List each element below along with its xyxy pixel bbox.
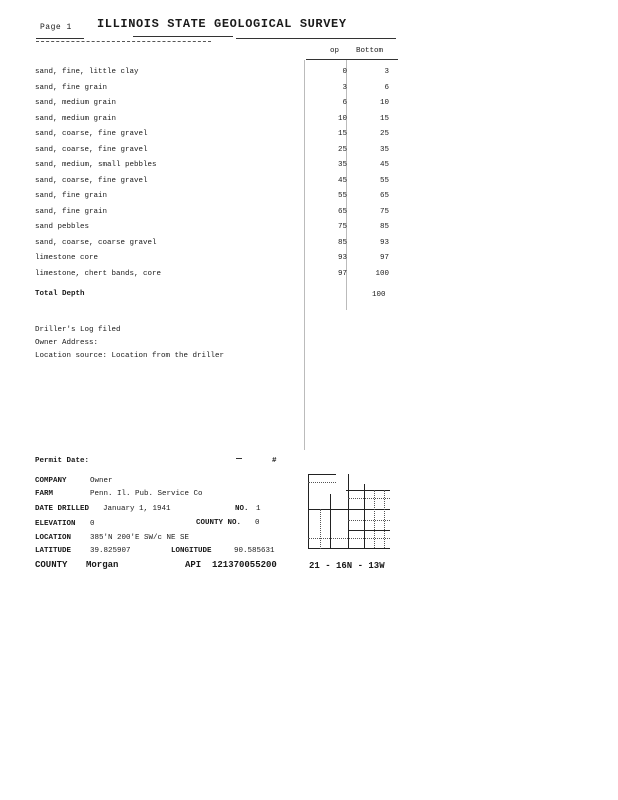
county-label: COUNTY [35,560,68,570]
driller-log-note: Driller's Log filed [35,326,121,334]
permit-mark [236,458,242,459]
strata-top-depth: 6 [342,99,347,107]
grid-dotted-line [384,490,385,548]
strata-description: sand pebbles [35,223,90,231]
location-label: LOCATION [35,534,72,542]
strata-bottom-depth: 10 [379,99,389,107]
strata-bottom-depth: 15 [379,114,389,123]
strata-row [35,270,395,282]
grid-line [330,494,331,549]
column-header-rule [306,59,398,60]
strata-description: sand, coarse, coarse gravel [35,238,157,247]
strata-bottom-depth: 6 [384,83,389,92]
location-source: Location source: Location from the driller [35,352,225,360]
strata-row [35,177,395,189]
strata-bottom-depth: 85 [379,223,389,231]
strata-top-depth: 75 [337,223,347,231]
county-number-label: COUNTY NO. [196,519,242,527]
strata-top-depth: 97 [337,269,347,278]
permit-date-label: Permit Date: [35,457,90,465]
strata-top-depth: 93 [337,254,347,262]
strata-description: sand, coarse, fine gravel [35,176,148,185]
total-depth-value: 100 [372,291,386,299]
strata-row [35,239,395,251]
strata-row [35,84,395,96]
elevation-label: ELEVATION [35,520,76,528]
grid-dotted-line [374,490,375,548]
grid-dotted-line [320,509,321,549]
county-number-value: 0 [255,519,260,527]
owner-address: Owner Address: [35,339,99,347]
strata-row [35,99,395,111]
strata-row [35,161,395,173]
date-drilled-label: DATE DRILLED [35,505,90,513]
well-number-label: NO. [235,505,249,513]
latitude-label: LATITUDE [35,547,72,555]
farm-label: FARM [35,490,54,498]
company-label: COMPANY [35,477,67,485]
company-value: Owner [90,477,113,485]
column-header-top: op [330,47,340,55]
strata-row [35,254,395,266]
strata-top-depth: 10 [337,114,347,123]
strata-row [35,146,395,158]
strata-bottom-depth: 35 [379,145,389,154]
longitude-value: 90.585631 [234,547,275,555]
strata-top-depth: 15 [337,130,347,138]
grid-line [364,484,365,549]
total-depth-label: Total Depth [35,290,85,298]
strata-description: sand, fine grain [35,192,108,200]
strata-row [35,130,395,142]
strata-top-depth: 25 [337,145,347,154]
strata-bottom-depth: 25 [379,130,389,138]
header-rule-dashed [36,41,211,42]
strata-top-depth: 3 [342,83,347,92]
strata-top-depth: 45 [337,176,347,185]
strata-row [35,192,395,204]
api-value: 121370055200 [212,560,277,570]
strata-row [35,68,395,80]
strata-description: sand, medium grain [35,114,117,123]
column-header-bottom: Bottom [356,47,384,55]
well-number-value: 1 [256,505,261,513]
page-label: Page 1 [40,23,72,32]
elevation-value: 0 [90,520,95,528]
strata-row [35,223,395,235]
latitude-value: 39.825907 [90,547,131,555]
header-rule-right [236,38,396,39]
strata-top-depth: 55 [337,192,347,200]
strata-bottom-depth: 45 [379,161,389,169]
farm-value: Penn. Il. Pub. Service Co [90,490,203,498]
date-drilled-value: January 1, 1941 [103,505,171,513]
strata-description: sand, fine grain [35,83,108,92]
strata-bottom-depth: 100 [375,269,389,278]
strata-bottom-depth: 97 [379,254,389,262]
strata-bottom-depth: 3 [384,68,389,76]
strata-bottom-depth: 75 [379,207,389,216]
strata-top-depth: 65 [337,207,347,216]
longitude-label: LONGITUDE [171,547,212,555]
header-rule-left [36,38,84,39]
strata-top-depth: 0 [342,68,347,76]
header-rule-mid [133,36,233,37]
strata-row [35,208,395,220]
strata-top-depth: 35 [337,161,347,169]
strata-top-depth: 85 [337,238,347,247]
api-label: API [185,560,202,570]
strata-description: sand, coarse, fine gravel [35,145,148,154]
strata-description: sand, medium grain [35,99,117,107]
strata-bottom-depth: 55 [379,176,389,185]
survey-title: ILLINOIS STATE GEOLOGICAL SURVEY [97,17,347,31]
strata-row [35,115,395,127]
location-value: 385'N 200'E SW/c NE SE [90,534,190,542]
grid-line [308,474,336,475]
strata-description: sand, fine grain [35,207,108,216]
permit-number-label: # [272,457,277,465]
strata-bottom-depth: 65 [379,192,389,200]
strata-description: sand, fine, little clay [35,68,139,76]
strata-description: sand, medium, small pebbles [35,161,157,169]
strata-bottom-depth: 93 [379,238,389,247]
strata-description: limestone, chert bands, core [35,269,162,278]
county-value: Morgan [86,560,119,570]
grid-dotted-line [308,482,336,483]
strata-description: limestone core [35,254,99,262]
township-range: 21 - 16N - 13W [309,561,385,571]
section-locator-grid [308,474,390,549]
strata-description: sand, coarse, fine gravel [35,130,148,138]
